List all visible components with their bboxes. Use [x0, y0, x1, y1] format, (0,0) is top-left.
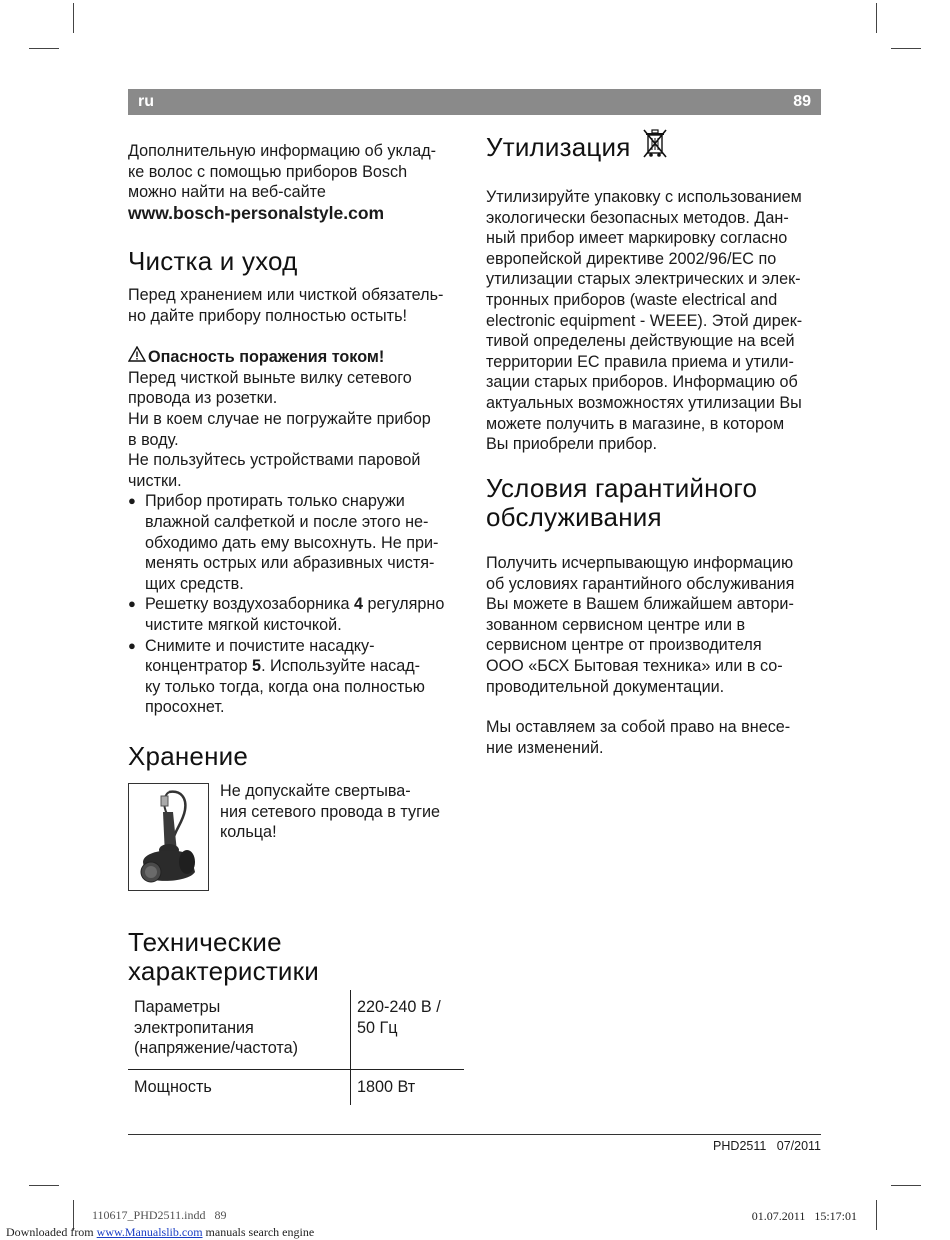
warranty-note-line: Мы оставляем за собой право на внесе-	[486, 718, 791, 737]
warranty-line: Вы можете в Вашем ближайшем автори-	[486, 595, 794, 614]
disposal-line: актуальных возможностях утилизации Вы	[486, 393, 802, 412]
header-bar	[128, 89, 821, 115]
list-item	[128, 491, 468, 594]
specs-section	[128, 928, 468, 986]
warning-triangle-icon	[128, 346, 148, 368]
intro-line: ке волос с помощью приборов Bosch	[128, 162, 408, 181]
disposal-title: Утилизация	[486, 132, 631, 162]
disposal-line: утилизации старых электрических и элек-	[486, 270, 801, 289]
warranty-line: ООО «БСХ Бытовая техника» или в со-	[486, 656, 783, 675]
cleaning-title: Чистка и уход	[128, 246, 298, 276]
spec-value-line: 1800 Вт	[357, 1077, 416, 1096]
warning-line: Перед чисткой выньте вилку сетевого	[128, 368, 412, 387]
spec-param	[128, 1069, 351, 1105]
disposal-line: ный прибор имеет маркировку согласно	[486, 229, 788, 248]
disposal-line: европейской директиве 2002/96/EC по	[486, 249, 777, 268]
bullet-text: Решетку воздухозаборника	[145, 595, 355, 614]
page-number: 89	[793, 93, 811, 110]
storage-title: Хранение	[128, 741, 249, 771]
list-item	[128, 594, 468, 635]
storage-illustration	[128, 783, 209, 891]
spec-param-line: (напряжение/частота)	[134, 1039, 299, 1058]
cleaning-section	[128, 247, 468, 718]
warranty-line: зованном сервисном центре или в	[486, 615, 746, 634]
warranty-line: сервисном центре от производителя	[486, 636, 762, 655]
bullet-line: менять острых или абразивных чистя-	[145, 554, 435, 573]
table-row	[128, 1069, 464, 1105]
crop-mark	[29, 1185, 59, 1186]
disposal-line: экологически безопасных методов. Дан-	[486, 208, 789, 227]
warning-line: в воду.	[128, 430, 179, 449]
part-number: 4	[354, 595, 364, 614]
intro-line: Дополнительную информацию об уклад-	[128, 142, 437, 160]
crop-mark	[876, 1200, 877, 1230]
bullet-text: регулярно	[363, 595, 445, 614]
disposal-line: electronic equipment - WEEE). Этой дирек-	[486, 311, 803, 330]
crop-mark	[876, 3, 877, 33]
disposal-line: Утилизируйте упаковку с использованием	[486, 188, 802, 206]
crop-mark	[29, 48, 59, 49]
cleaning-text-line: но дайте прибору полностью остыть!	[128, 306, 408, 325]
spec-value-line: 50 Гц	[357, 1018, 398, 1037]
download-prefix: Downloaded from	[6, 1225, 97, 1239]
storage-line: Не допускайте свертыва-	[220, 782, 411, 800]
warranty-line: проводительной документации.	[486, 677, 725, 696]
bullet-line	[145, 594, 468, 615]
disposal-line: территории ЕС правила приема и утили-	[486, 352, 794, 371]
warning-line: Ни в коем случае не погружайте прибор	[128, 409, 431, 428]
spec-param	[128, 990, 351, 1069]
left-column	[128, 141, 468, 223]
crop-mark	[891, 48, 921, 49]
storage-text	[220, 781, 470, 843]
cleaning-bullets	[128, 491, 468, 718]
spec-value	[351, 990, 465, 1069]
bullet-line	[145, 656, 468, 677]
cleaning-text-line: Перед хранением или чисткой обязатель-	[128, 286, 444, 304]
website-link[interactable]: www.bosch-personalstyle.com	[128, 202, 385, 223]
table-row	[128, 990, 464, 1069]
bullet-line: ку только тогда, когда она полностью	[145, 677, 425, 696]
disposal-line: Вы приобрели прибор.	[486, 435, 658, 454]
storage-section	[128, 742, 468, 771]
print-timestamp: 01.07.2011 15:17:01	[751, 1209, 857, 1223]
warranty-title-line: Условия гарантийного	[486, 473, 758, 503]
bullet-line: щих средств.	[145, 574, 244, 593]
warranty-title-line: обслуживания	[486, 502, 662, 532]
crop-mark	[73, 3, 74, 33]
specs-title-line: Технические	[128, 927, 282, 957]
warning-title: Опасность поражения током!	[148, 348, 385, 367]
warning-line: Не пользуйтесь устройствами паровой	[128, 451, 421, 470]
bullet-line: чистите мягкой кисточкой.	[145, 615, 342, 634]
bullet-line: влажной салфеткой и после этого не-	[145, 512, 429, 531]
intro-line: можно найти на веб-сайте	[128, 183, 326, 202]
storage-line: кольца!	[220, 823, 277, 842]
download-suffix: manuals search engine	[202, 1225, 315, 1239]
disposal-heading	[486, 128, 826, 166]
bullet-text: концентратор	[145, 657, 253, 676]
spec-value	[351, 1069, 465, 1105]
warning-heading	[128, 346, 468, 368]
indd-label: 110617_PHD2511.indd 89	[92, 1208, 227, 1222]
warranty-note-line: ние изменений.	[486, 738, 604, 757]
bullet-line: обходимо дать ему высохнуть. Не при-	[145, 533, 439, 552]
warranty-line: об условиях гарантийного обслуживания	[486, 574, 795, 593]
bullet-line: просохнет.	[145, 698, 225, 717]
bullet-text: . Используйте насад-	[261, 657, 421, 676]
bullet-line: ● Прибор протирать только снаружи	[145, 492, 405, 511]
disposal-line: можете получить в магазине, в котором	[486, 414, 785, 433]
list-item	[128, 636, 468, 718]
spec-param-line: Мощность	[134, 1077, 212, 1096]
disposal-section	[486, 128, 826, 455]
warranty-line: Получить исчерпывающую информацию	[486, 554, 794, 572]
disposal-line: зации старых приборов. Информацию об	[486, 373, 798, 392]
spec-value-line: 220-240 В /	[357, 998, 441, 1016]
bullet-line: ● Снимите и почистите насадку-	[145, 636, 375, 655]
part-number: 5	[252, 657, 262, 676]
crossed-bin-icon	[642, 128, 668, 166]
specs-title-line: характеристики	[128, 956, 319, 986]
footer-rule	[128, 1134, 821, 1135]
disposal-line: тронных приборов (waste electrical and	[486, 290, 778, 309]
spec-param-line: Параметры	[134, 998, 221, 1016]
disposal-line: тивой определены действующие на всей	[486, 332, 795, 351]
warning-line: провода из розетки.	[128, 389, 278, 408]
language-code: ru	[138, 93, 154, 110]
specs-table	[128, 990, 464, 1105]
warranty-section	[486, 474, 826, 758]
spec-param-line: электропитания	[134, 1018, 254, 1037]
storage-line: ния сетевого провода в тугие	[220, 802, 441, 821]
model-date: PHD2511 07/2011	[713, 1139, 821, 1153]
manualslib-link[interactable]: www.Manualslib.com	[96, 1225, 203, 1239]
crop-mark	[891, 1185, 921, 1186]
warning-line: чистки.	[128, 471, 182, 490]
